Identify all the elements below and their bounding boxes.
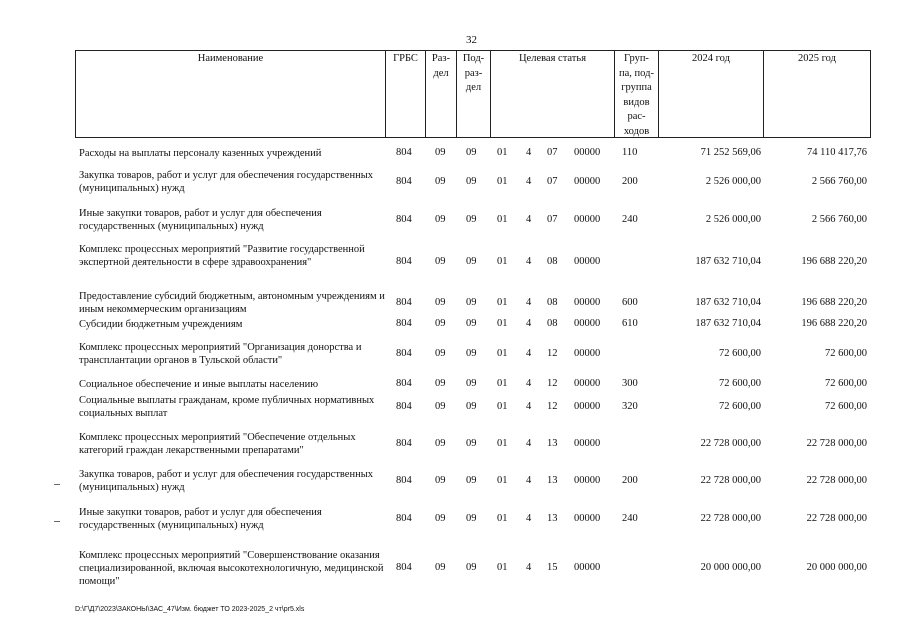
cell-vr: 110 [622,147,638,158]
cell-pr: 09 [466,378,477,389]
row-name: Предоставление субсидий бюджетным, автономным учреждениям и иным некоммерческим организациям [79,291,385,315]
cell-rz: 09 [435,214,446,225]
cell-t4: 00000 [574,401,601,412]
cell-rz: 09 [435,297,446,308]
header-grbs: ГРБС [386,51,426,137]
cell-pr: 09 [466,513,477,524]
cell-2025: 196 688 220,20 [801,318,867,329]
cell-2024: 72 600,00 [719,378,761,389]
cell-2024: 22 728 000,00 [700,513,761,524]
cell-pr: 09 [466,318,477,329]
file-path-footer: D:\Г\Д7\2023\ЗАКОНЫ\ЗАС_47\Изм. бюджет ТО 2023-2025_2 чт\pr5.xls [75,606,305,613]
cell-t1: 01 [497,401,508,412]
cell-rz: 09 [435,438,446,449]
cell-t1: 01 [497,176,508,187]
cell-t1: 01 [497,562,508,573]
row-name: Социальные выплаты гражданам, кроме публичных нормативных социальных выплат [79,395,375,419]
cell-pr: 09 [466,475,477,486]
cell-vr: 320 [622,401,638,412]
header-group: Груп- па, под- группа видов рас- ходов [615,51,659,137]
page-number: 32 [466,34,477,46]
cell-grbs: 804 [396,297,412,308]
cell-t3: 12 [547,401,558,412]
cell-t4: 00000 [574,147,601,158]
cell-pr: 09 [466,348,477,359]
cell-rz: 09 [435,256,446,267]
cell-t3: 12 [547,348,558,359]
cell-2025: 20 000 000,00 [806,562,867,573]
cell-t3: 07 [547,214,558,225]
cell-vr: 600 [622,297,638,308]
row-name: Закупка товаров, работ и услуг для обеспечения государственных (муниципальных) нужд [79,170,374,194]
cell-t2: 4 [526,513,532,524]
cell-pr: 09 [466,562,477,573]
cell-t4: 00000 [574,176,601,187]
cell-2024: 187 632 710,04 [695,256,761,267]
cell-vr: 200 [622,176,638,187]
cell-t2: 4 [526,475,532,486]
header-2024: 2024 год [659,51,764,137]
cell-t1: 01 [497,256,508,267]
cell-rz: 09 [435,401,446,412]
cell-t1: 01 [497,214,508,225]
header-2025: 2025 год [798,53,836,64]
cell-t1: 01 [497,513,508,524]
cell-t4: 00000 [574,438,601,449]
cell-t3: 07 [547,147,558,158]
cell-pr: 09 [466,256,477,267]
row-name: Комплекс процессных мероприятий "Обеспечение отдельных категорий граждан лекарственными препаратами" [79,432,356,456]
cell-2024: 187 632 710,04 [695,297,761,308]
cell-t3: 13 [547,438,558,449]
cell-grbs: 804 [396,256,412,267]
cell-rz: 09 [435,513,446,524]
cell-t1: 01 [497,348,508,359]
cell-2024: 20 000 000,00 [700,562,761,573]
cell-grbs: 804 [396,475,412,486]
cell-t2: 4 [526,348,532,359]
cell-2025: 2 566 760,00 [811,176,867,187]
row-name: Комплекс процессных мероприятий "Организация донорства и трансплантации органов в Тульской области" [79,342,362,366]
cell-t4: 00000 [574,256,601,267]
cell-rz: 09 [435,147,446,158]
cell-2025: 22 728 000,00 [806,438,867,449]
cell-grbs: 804 [396,401,412,412]
cell-rz: 09 [435,318,446,329]
cell-t4: 00000 [574,318,601,329]
cell-grbs: 804 [396,176,412,187]
cell-t3: 07 [547,176,558,187]
cell-t3: 13 [547,513,558,524]
cell-2024: 22 728 000,00 [700,438,761,449]
cell-grbs: 804 [396,562,412,573]
cell-t1: 01 [497,475,508,486]
cell-t1: 01 [497,318,508,329]
row-name: Субсидии бюджетным учреждениям [79,319,243,330]
cell-pr: 09 [466,147,477,158]
row-name: Социальное обеспечение и иные выплаты населению [79,379,319,390]
cell-grbs: 804 [396,318,412,329]
table-header [75,50,871,138]
cell-2024: 187 632 710,04 [695,318,761,329]
row-name: Расходы на выплаты персоналу казенных учреждений [79,148,322,159]
cell-t4: 00000 [574,348,601,359]
cell-vr: 610 [622,318,638,329]
cell-grbs: 804 [396,378,412,389]
header-target: Целевая статья [491,51,615,137]
cell-2024: 72 600,00 [719,401,761,412]
cell-t1: 01 [497,147,508,158]
row-name: Комплекс процессных мероприятий "Развитие государственной экспертной деятельности в сфере здравоохранения" [79,244,365,268]
cell-2024: 2 526 000,00 [705,214,761,225]
cell-t2: 4 [526,297,532,308]
cell-t3: 12 [547,378,558,389]
cell-t4: 00000 [574,475,601,486]
cell-pr: 09 [466,401,477,412]
cell-rz: 09 [435,378,446,389]
cell-rz: 09 [435,348,446,359]
cell-t3: 08 [547,256,558,267]
cell-t1: 01 [497,438,508,449]
cell-rz: 09 [435,475,446,486]
cell-2025: 196 688 220,20 [801,297,867,308]
cell-t3: 08 [547,318,558,329]
cell-t2: 4 [526,378,532,389]
cell-t3: 15 [547,562,558,573]
cell-pr: 09 [466,176,477,187]
cell-grbs: 804 [396,438,412,449]
cell-rz: 09 [435,562,446,573]
cell-rz: 09 [435,176,446,187]
row-name: Иные закупки товаров, работ и услуг для обеспечения государственных (муниципальных) нужд [79,208,322,232]
cell-2025: 196 688 220,20 [801,256,867,267]
margin-mark [54,484,60,485]
margin-mark [54,521,60,522]
cell-t3: 08 [547,297,558,308]
row-name: Иные закупки товаров, работ и услуг для обеспечения государственных (муниципальных) нужд [79,507,322,531]
cell-grbs: 804 [396,214,412,225]
cell-2025: 72 600,00 [825,401,867,412]
cell-2024: 72 600,00 [719,348,761,359]
cell-t2: 4 [526,214,532,225]
cell-t4: 00000 [574,562,601,573]
cell-grbs: 804 [396,348,412,359]
cell-vr: 240 [622,513,638,524]
cell-grbs: 804 [396,147,412,158]
cell-2024: 71 252 569,06 [700,147,761,158]
cell-pr: 09 [466,438,477,449]
cell-t4: 00000 [574,297,601,308]
cell-t2: 4 [526,562,532,573]
cell-t1: 01 [497,378,508,389]
cell-2025: 22 728 000,00 [806,513,867,524]
cell-t4: 00000 [574,513,601,524]
cell-pr: 09 [466,214,477,225]
cell-t2: 4 [526,318,532,329]
cell-2024: 22 728 000,00 [700,475,761,486]
cell-vr: 200 [622,475,638,486]
cell-vr: 300 [622,378,638,389]
cell-t2: 4 [526,438,532,449]
cell-grbs: 804 [396,513,412,524]
cell-2025: 2 566 760,00 [811,214,867,225]
cell-t4: 00000 [574,214,601,225]
cell-pr: 09 [466,297,477,308]
cell-t3: 13 [547,475,558,486]
row-name: Комплекс процессных мероприятий "Совершенствование оказания специализированной, включая высокотехнологичную, медицинской помощи" [79,550,384,587]
cell-t4: 00000 [574,378,601,389]
cell-t2: 4 [526,256,532,267]
cell-vr: 240 [622,214,638,225]
cell-2025: 22 728 000,00 [806,475,867,486]
row-name: Закупка товаров, работ и услуг для обеспечения государственных (муниципальных) нужд [79,469,374,493]
cell-2025: 72 600,00 [825,378,867,389]
cell-t2: 4 [526,176,532,187]
cell-2025: 72 600,00 [825,348,867,359]
header-name: Наименование [76,51,386,137]
cell-t1: 01 [497,297,508,308]
cell-t2: 4 [526,401,532,412]
header-podrazdel: Под- раз- дел [457,51,491,137]
cell-t2: 4 [526,147,532,158]
cell-2024: 2 526 000,00 [705,176,761,187]
header-razdel: Раз- дел [426,51,457,137]
cell-2025: 74 110 417,76 [807,147,867,158]
